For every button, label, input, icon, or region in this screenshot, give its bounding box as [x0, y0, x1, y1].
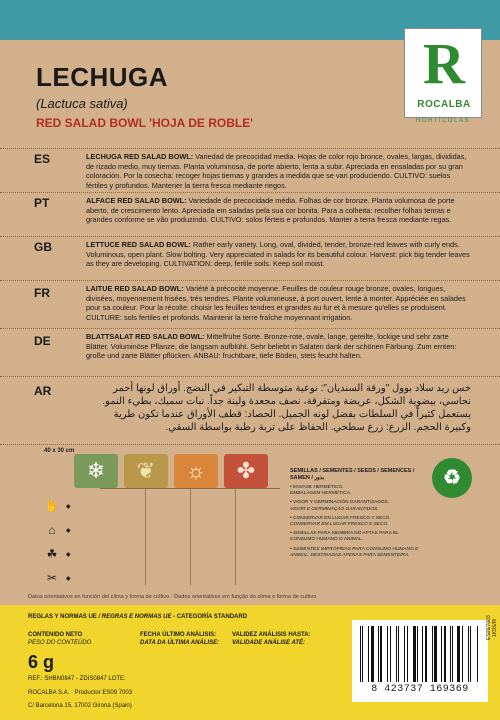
harvest-row: [40, 566, 96, 590]
net-content-label: CONTENIDO NETO: [28, 632, 83, 638]
brand-subtitle: HORTÍCOLAS: [416, 118, 470, 124]
barcode-bar: [428, 626, 430, 682]
lang-text-pt: ALFACE RED SALAD BOWL: Variedade de precocidade média. Folhas de cor bronze. Planta volumosa de porte aberto, de crescimento lento. Apreciada em saladas pela sua cor bonita. Para a colheita: recolher folhas tenras e grandes conforme se vão produzindo. CULTIVO: solos férteis e profundos. Manter a terra fresca mediante regas.: [86, 196, 455, 225]
sowing-marker: ◆: [66, 503, 71, 510]
net-weight: 6 g: [28, 652, 55, 672]
barcode-bar: [371, 626, 374, 682]
lang-text-ar: خس ريد سلاد بوول "ورقة السنديان": نوعية متوسطة التبكير في النضج. أوراق لونها أحمر نحاسي، بيضوية الشكل، عريضة ومتفرقة، نصف مجعدة ولينة جداً. نبات سميك، بطيء النمو. يستعمل كثيراً في السلطات بفضل لونه الجميل. الحصاد: قطف الأوراق عندما تكون طرية وكبيرة الحجم. الزرع: زرع سطحي. الحفاظ على تربة رطبة بواسطة السقي.: [102, 383, 471, 433]
barcode-bar: [447, 626, 448, 682]
barcode-bars: [360, 626, 480, 682]
barcode-bar: [439, 626, 440, 682]
maple-leaf-icon: ✤: [224, 454, 268, 488]
barcode-bar: [450, 626, 451, 682]
barcode-bar: [375, 626, 376, 682]
transplant-icon: ☘: [46, 547, 58, 561]
lang-section-pt: [0, 192, 500, 193]
barcode-bar: [392, 626, 395, 682]
barcode-bar: [468, 626, 469, 682]
seeds-note: • ENVASE HERMÉTICO. EMBALAGEM HERMÉTICA.: [290, 485, 352, 497]
seeds-note: • SEMILLAS PARA SIEMBRA NO APTAS PARA EL CONSUMO HUMANO O ANIMAL.: [290, 531, 399, 543]
barcode-bar: [407, 626, 408, 682]
lang-code-gb: GB: [34, 240, 52, 254]
seeds-note: • SEMENTES IMPRÓPRIAS PARA CONSUMO HUMANO E ANIMAL. DESTINADAS APENAS PARA SEMENTEIRA.: [290, 546, 419, 558]
barcode-bar: [425, 626, 427, 682]
grid-line: [235, 489, 236, 585]
lang-text-de: BLATTSALAT RED SALAD BOWL: Mittelfrühe Sorte. Bronze-rote, ovale, lange, geteilte, lockige und sehr zarte Blätter. Voluminöse Pflanze, die langsam aufblüht. Sehr beliebt in Salaten dank der schönen Färbung. Zum ernten: große und zarte Blätter pflücken. ANBAU: fruchtbare, tiefe Böden, stets feucht halten.: [86, 332, 457, 361]
reference-lot: REF.: SHBN0847 - ZDIS0847 LOTE:: [28, 676, 126, 682]
calendar-grid: [100, 488, 280, 584]
barcode-bar: [401, 626, 403, 682]
barcode-bar: [464, 626, 466, 682]
barcode-bar: [365, 626, 367, 682]
seedbed-row: [40, 518, 96, 542]
harvest-icon: ✂: [46, 571, 58, 585]
spacing-label: 40 x 30 cm: [44, 448, 75, 454]
barcode-bar: [462, 626, 463, 682]
barcode-bar: [398, 626, 399, 682]
net-content-label-pt: PESO DO CONTEÚDO: [28, 640, 92, 646]
producer-address: C/ Barcelona 15, 17002 Girona (Spain): [28, 703, 132, 709]
lang-section-de: [0, 328, 500, 329]
transplant-marker: ◆: [66, 551, 71, 558]
barcode-bar: [432, 626, 433, 682]
sun-icon: ☼: [174, 454, 218, 488]
barcode-bar: [457, 626, 460, 682]
snowflake-icon: ❄: [74, 454, 118, 488]
barcode-bar: [422, 626, 423, 682]
barcode-bar: [368, 626, 369, 682]
rules-label: REGLAS Y NORMAS UE / REGRAS E NORMAS UE - CATEGORÍA STANDARD: [28, 614, 248, 620]
lang-section-gb: [0, 236, 500, 237]
barcode-bar: [470, 626, 471, 682]
producer-info: ROCALBA S.A. · Productor ES09 7003: [28, 690, 133, 696]
barcode-bar: [404, 626, 405, 682]
barcode-bar: [473, 626, 476, 682]
product-latin-name: (Lactuca sativa): [36, 96, 128, 111]
barcode-bar: [444, 626, 446, 682]
barcode-bar: [390, 626, 391, 682]
brand-logo: [404, 28, 482, 118]
sowing-row: [40, 494, 96, 518]
lang-text-fr: LAITUE RED SALAD BOWL: Variété à précocité moyenne. Feuilles de couleur rouge bronze, ovales, longues, divisées, moyennement frisées, très tendres. Plante volumineuse, à port ouvert, lente à monter. Appréciée en salades pour sa couleur. Pour la récolte: choisir les feuilles tendres et grandes au fur et à mesure qu'elles se produisent. CULTURE: sols fertiles et profonds. Maintenir la terre fraîche moyennant irrigation.: [86, 284, 466, 322]
lang-text-gb: LETTUCE RED SALAD BOWL: Rather early variety. Long, oval, divided, tender, bronze-red leaves with curly ends. Voluminous, open plant. Slow bolting. Very appreciated in salads for its beautiful colour. Harvest: pick big tender leaves as they are developing. CULTIVATION: deep, fertile soils. Keep soil moist.: [86, 240, 470, 269]
lang-code-pt: PT: [34, 196, 50, 210]
lang-section-ar: [0, 376, 500, 377]
vertical-code: ES09/7003 · 1K9S/Ri: [486, 615, 498, 640]
harvest-marker: ◆: [66, 575, 71, 582]
barcode-bar: [380, 626, 382, 682]
barcode-bar: [362, 626, 363, 682]
calendar-divider: [0, 444, 500, 445]
barcode-bar: [441, 626, 442, 682]
leaf-icon: ❦: [124, 454, 168, 488]
logo-letter: R: [423, 31, 465, 96]
seedbed-marker: ◆: [66, 527, 71, 534]
barcode-bar: [384, 626, 386, 682]
lang-section-es: [0, 148, 500, 149]
brand-name: ROCALBA: [417, 99, 471, 110]
barcode-bar: [455, 626, 457, 682]
seedbed-icon: ⌂: [48, 523, 56, 537]
barcode-bar: [434, 626, 437, 682]
green-dot-recycle-icon: ♻: [432, 458, 472, 498]
barcode-bar: [477, 626, 478, 682]
grid-line: [190, 489, 191, 585]
seeds-info: [290, 468, 420, 559]
lang-code-es: ES: [34, 152, 51, 166]
last-analysis-label-pt: DATA DA ÚLTIMA ANÁLISE:: [140, 640, 220, 646]
sowing-icon: ✋: [44, 499, 60, 513]
barcode-bar: [413, 626, 416, 682]
barcode-bar: [396, 626, 397, 682]
last-analysis-label: FECHA ÚLTIMO ANÁLISIS:: [140, 632, 217, 638]
lang-code-fr: FR: [34, 286, 50, 300]
product-title: LECHUGA: [36, 62, 169, 92]
validity-label-pt: VALIDADE ANÁLISE ATÉ:: [232, 640, 305, 646]
lang-text-es: LECHUGA RED SALAD BOWL: Variedad de precocidad media. Hojas de color rojo bronce, ovales, largas, divididas, de rizado medio, muy tiernas. Planta voluminosa, de porte abierto, lenta a subir. Apreciada en ensaladas por su gran coloración. Por la cosecha: recoger hojas tiernas y grandes a medida que se van produciendo. CULTIVO: suelos fértiles y profundos. Mantener la tierra fresca mediante riegos.: [86, 152, 467, 190]
barcode-bar: [417, 626, 418, 682]
barcode-bar: [420, 626, 421, 682]
grid-line: [145, 489, 146, 585]
seeds-heading: SEMILLAS / SEMENTES / SEEDS / SEMENCES / SAMEN / بذور: [290, 468, 415, 481]
barcode-bar: [452, 626, 453, 682]
barcode-bar: [378, 626, 379, 682]
lang-code-ar: AR: [34, 384, 52, 398]
lang-section-fr: [0, 280, 500, 281]
seeds-note: • VIGOR Y GERMINACIÓN GARANTIZADOS. VIGOR E GERMINAÇÃO GARANTIDOS.: [290, 500, 390, 512]
disclaimer-note: Datos orientativos en función del clima y forma de cultivo · Dados orientativos em função do clima e forma de cultivo: [28, 594, 317, 600]
lang-code-de: DE: [34, 334, 51, 348]
transplant-row: [40, 542, 96, 566]
barcode-bar: [409, 626, 411, 682]
barcode: [352, 620, 488, 702]
barcode-number: 8 423737 169369: [371, 684, 469, 695]
barcode-bar: [387, 626, 388, 682]
barcode-bar: [360, 626, 361, 682]
seeds-note: • CONSERVAR EN LUGAR FRESCO Y SECO. CONSERVAR EM LUGAR FRESCO E SECO.: [290, 515, 391, 528]
validity-label: VALIDEZ ANÁLISIS HASTA:: [232, 632, 311, 638]
product-variety: RED SALAD BOWL 'HOJA DE ROBLE': [36, 116, 254, 130]
